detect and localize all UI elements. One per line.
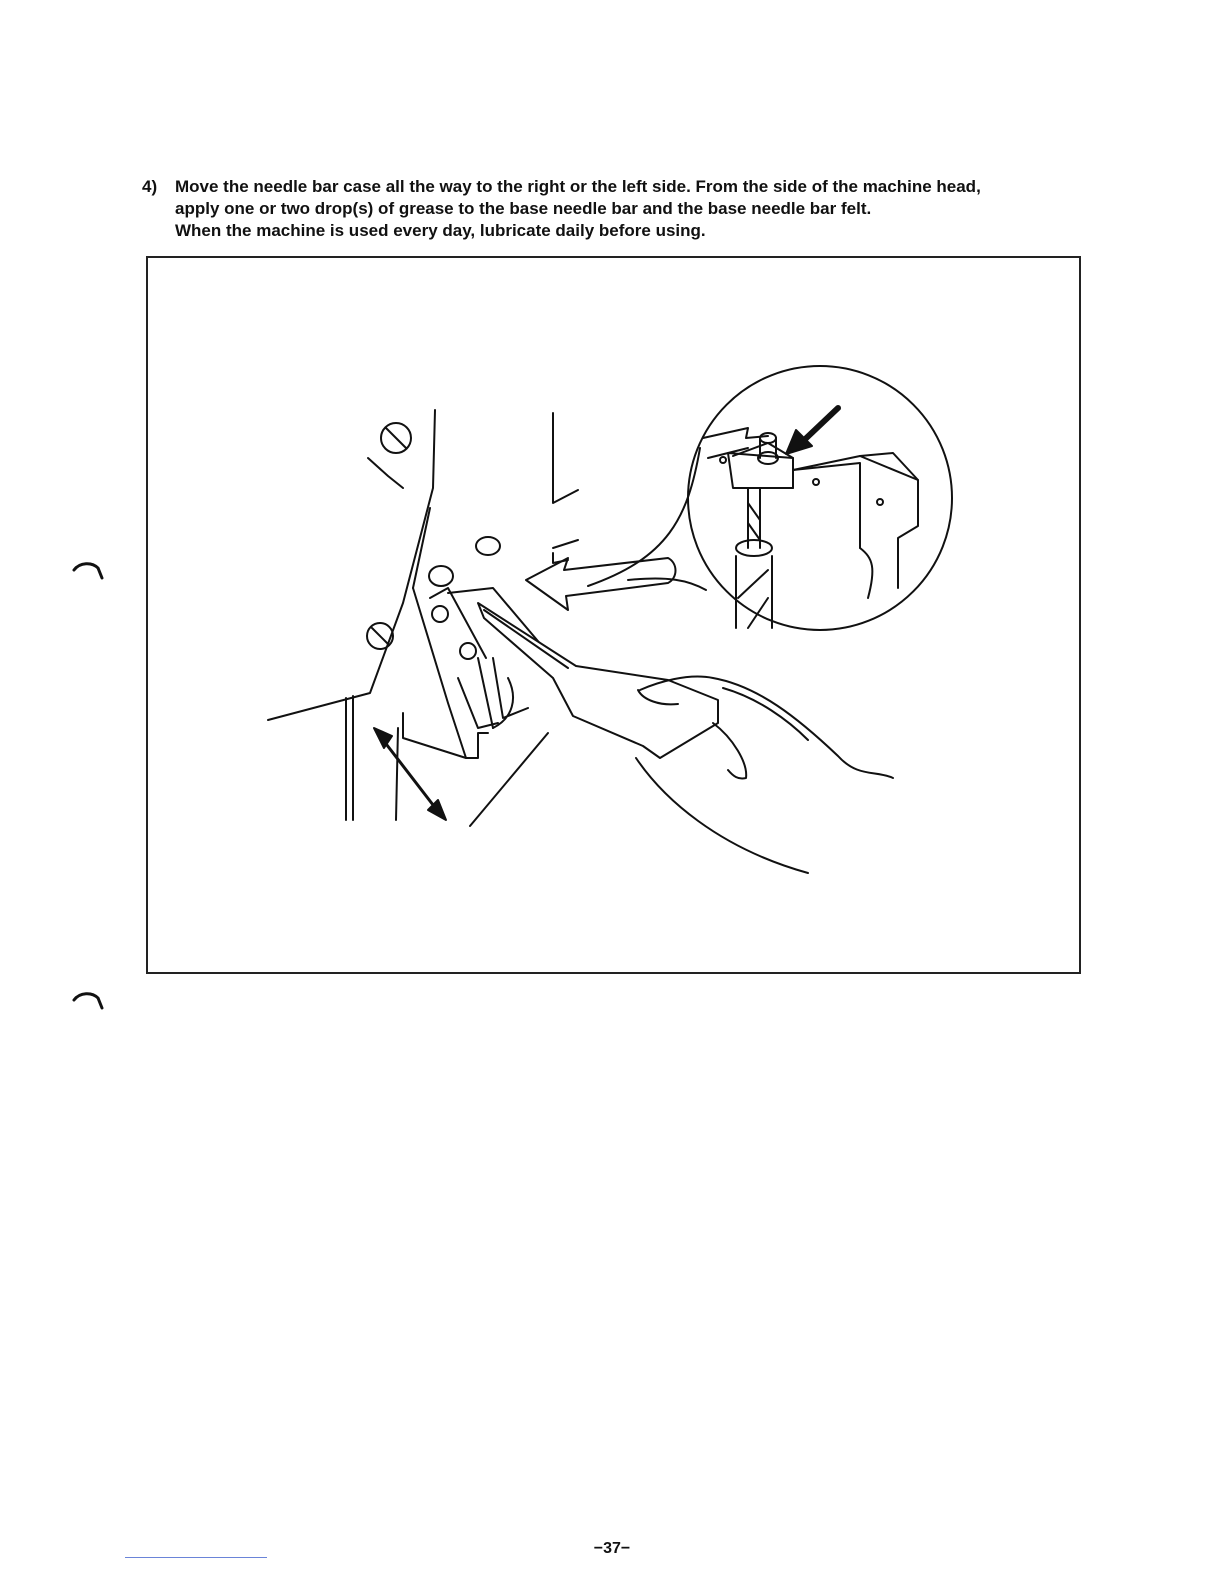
step-4 [142, 176, 1092, 242]
step-number: 4) [142, 177, 158, 196]
grease-stick [478, 603, 718, 758]
lubrication-illustration [148, 258, 1083, 976]
magnified-inset [588, 366, 952, 630]
step-line-3: When the machine is used every day, lubricate daily before using. [175, 221, 706, 240]
machine-head [268, 410, 578, 820]
step-line-2: apply one or two drop(s) of grease to the base needle bar and the base needle bar felt. [175, 199, 872, 218]
step-line-1: Move the needle bar case all the way to the right or the left side. From the side of the machine head, [175, 177, 981, 196]
screw-top [381, 423, 411, 453]
figure-frame [146, 256, 1081, 974]
needle-bar-case [403, 508, 553, 758]
screw-bottom [367, 623, 393, 649]
movement-double-arrow [374, 728, 446, 820]
footer-rule [125, 1557, 267, 1558]
page-number: −37− [593, 1540, 631, 1557]
binding-mark-lower [72, 990, 106, 1012]
binding-mark-upper [72, 560, 106, 582]
direction-arrow [526, 558, 676, 610]
base-line [470, 733, 548, 826]
step-text [175, 176, 1092, 242]
